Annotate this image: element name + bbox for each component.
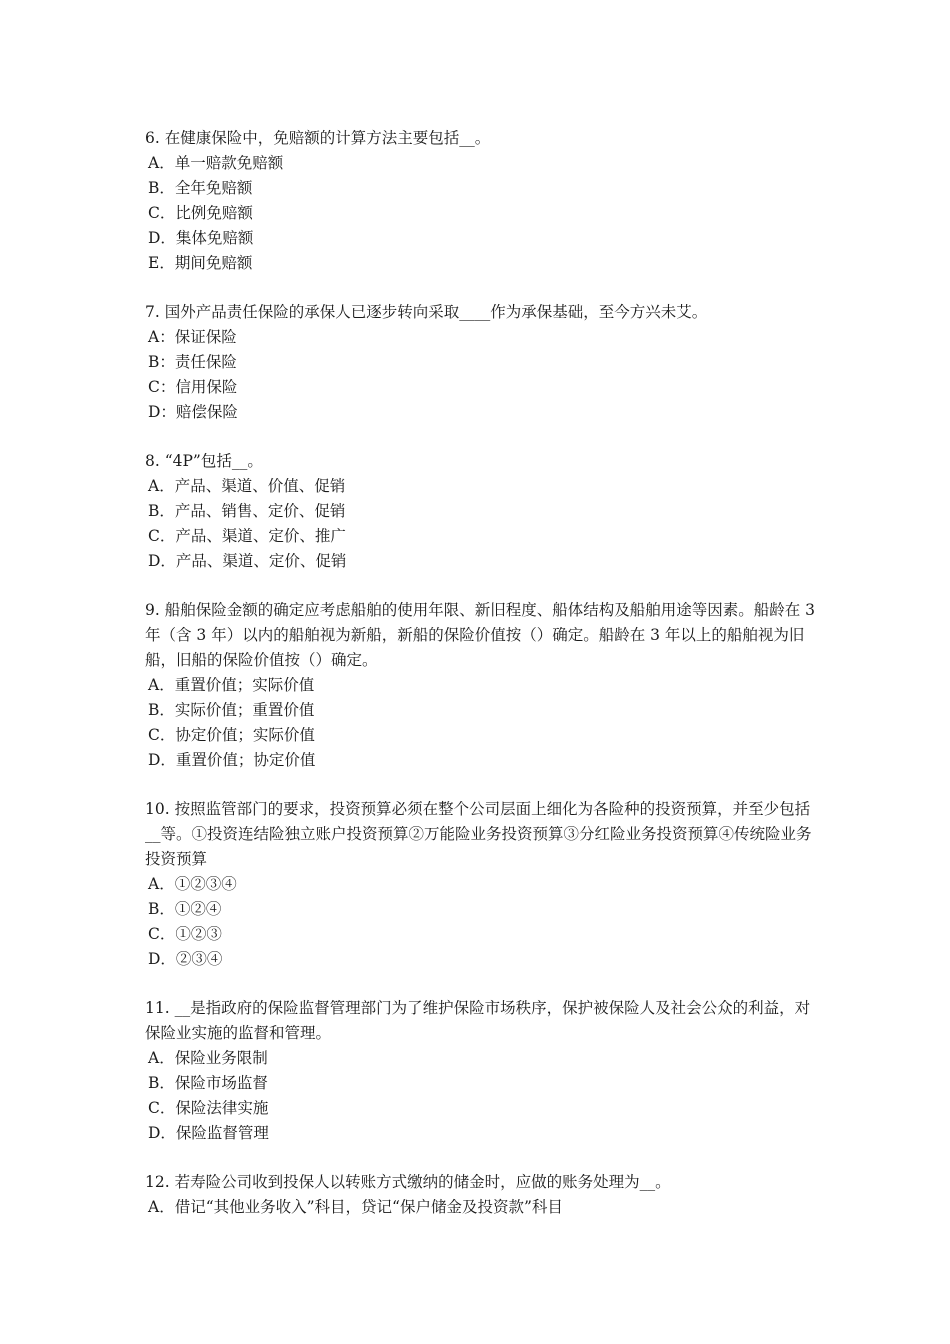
- option-list: [145, 1195, 820, 1220]
- option-d: D．产品、渠道、定价、促销: [148, 552, 347, 570]
- option-d: D．集体免赔额: [148, 229, 254, 247]
- option-d: D．②③④: [148, 950, 223, 968]
- option-a: A．重置价值；实际价值: [148, 676, 315, 694]
- question-8: [145, 449, 820, 574]
- option-c: C．比例免赔额: [148, 204, 253, 222]
- option-d: D：赔偿保险: [148, 403, 238, 421]
- option-b: B．实际价值；重置价值: [148, 701, 315, 719]
- option-b: B．①②④: [148, 900, 222, 918]
- option-e: E．期间免赔额: [148, 254, 253, 272]
- option-list: [145, 151, 820, 276]
- question-stem: 10. 按照监管部门的要求，投资预算必须在整个公司层面上细化为各险种的投资预算，并至少包括__等。①投资连结险独立账户投资预算②万能险业务投资预算③分红险业务投资预算④传统险业务投资预算: [145, 800, 812, 868]
- option-list: [145, 325, 820, 425]
- question-stem: 7. 国外产品责任保险的承保人已逐步转向采取____作为承保基础，至今方兴未艾。: [145, 303, 708, 321]
- option-b: B．产品、销售、定价、促销: [148, 502, 346, 520]
- option-c: C．产品、渠道、定价、推广: [148, 527, 346, 545]
- question-stem: 8. “4P”包括__。: [145, 452, 263, 470]
- option-d: D．保险监督管理: [148, 1124, 269, 1142]
- option-a: A．保险业务限制: [148, 1049, 268, 1067]
- option-a: A．①②③④: [148, 875, 237, 893]
- option-c: C．协定价值；实际价值: [148, 726, 315, 744]
- option-d: D．重置价值；协定价值: [148, 751, 316, 769]
- option-a: A．产品、渠道、价值、促销: [148, 477, 346, 495]
- question-stem: 11. __是指政府的保险监督管理部门为了维护保险市场秩序，保护被保险人及社会公众的利益，对保险业实施的监督和管理。: [145, 999, 811, 1042]
- option-c: C．保险法律实施: [148, 1099, 269, 1117]
- option-a: A：保证保险: [148, 328, 237, 346]
- option-a: A．借记“其他业务收入”科目，贷记“保户储金及投资款”科目: [148, 1198, 563, 1216]
- option-c: C：信用保险: [148, 378, 238, 396]
- question-12: [145, 1170, 820, 1220]
- option-c: C．①②③: [148, 925, 222, 943]
- question-stem: 9. 船舶保险金额的确定应考虑船舶的使用年限、新旧程度、船体结构及船舶用途等因素。船龄在 3 年（含 3 年）以内的船舶视为新船，新船的保险价值按（）确定。船龄在 3 年以上的船舶视为旧船，旧船的保险价值按（）确定。: [145, 601, 816, 669]
- question-9: [145, 598, 820, 773]
- question-11: [145, 996, 820, 1146]
- option-b: B．全年免赔额: [148, 179, 253, 197]
- question-10: [145, 797, 820, 972]
- question-stem: 6. 在健康保险中，免赔额的计算方法主要包括__。: [145, 129, 491, 147]
- option-list: [145, 673, 820, 773]
- option-b: B：责任保险: [148, 353, 237, 371]
- question-6: [145, 126, 820, 276]
- option-b: B．保险市场监督: [148, 1074, 268, 1092]
- option-list: [145, 474, 820, 574]
- option-a: A．单一赔款免赔额: [148, 154, 284, 172]
- question-stem: 12. 若寿险公司收到投保人以转账方式缴纳的储金时，应做的账务处理为__。: [145, 1173, 671, 1191]
- option-list: [145, 1046, 820, 1146]
- option-list: [145, 872, 820, 972]
- question-7: [145, 300, 820, 425]
